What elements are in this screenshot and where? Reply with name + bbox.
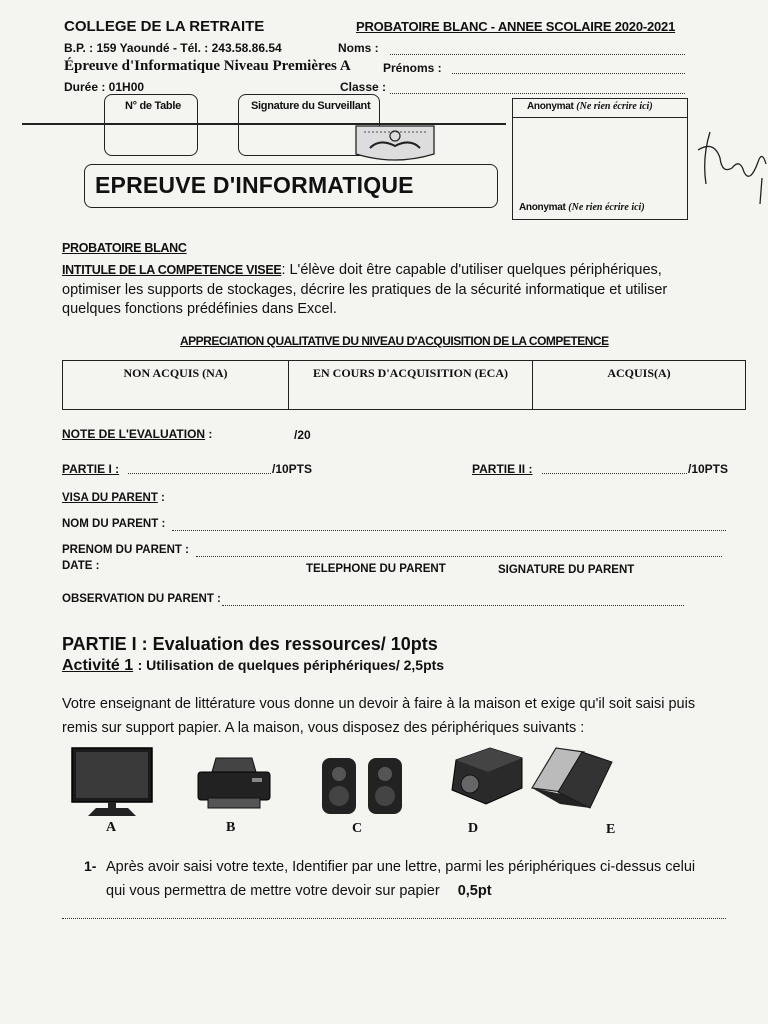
table-number-box[interactable] [104, 94, 198, 156]
prenoms-line[interactable] [452, 73, 685, 74]
prenom-parent-line[interactable] [196, 556, 722, 557]
anonymat-bottom-label: Anonymat (Ne rien écrire ici) [519, 202, 645, 213]
visa-parent: VISA DU PARENT : [62, 492, 165, 504]
epreuve-subtitle: Épreuve d'Informatique Niveau Premières A [64, 58, 351, 74]
anonymat-top-label: Anonymat (Ne rien écrire ici) [527, 101, 653, 112]
anonymat-divider [513, 117, 687, 118]
observation-parent-label: OBSERVATION DU PARENT : [62, 593, 221, 605]
college-name: COLLEGE DE LA RETRAITE [64, 18, 265, 35]
device-label-e: E [606, 822, 616, 837]
duree: Durée : 01H00 [64, 80, 145, 94]
note-value[interactable]: /20 [294, 428, 311, 442]
college-logo [350, 124, 440, 164]
college-contact: B.P. : 159 Yaoundé - Tél. : 243.58.86.54 [64, 41, 282, 55]
instructions-line1: Votre enseignant de littérature vous donne un devoir à faire à la maison et exige qu'il soit saisi puis [62, 696, 696, 712]
classe-line[interactable] [390, 93, 685, 94]
question1-line2: qui vous permettra de mettre votre devoir sur papier 0,5pt [106, 883, 492, 899]
prenom-parent-label: PRENOM DU PARENT : [62, 544, 189, 556]
note-evaluation: NOTE DE L'EVALUATION : [62, 427, 213, 441]
noms-line[interactable] [390, 54, 685, 55]
partie2-label: PARTIE II : [472, 462, 533, 476]
exam-session: PROBATOIRE BLANC - ANNEE SCOLAIRE 2020-2021 [356, 19, 676, 34]
table-number-label: N° de Table [125, 100, 181, 112]
device-label-a: A [106, 820, 117, 835]
appreciation-col-eca[interactable]: EN COURS D'ACQUISITION (ECA) [289, 361, 533, 410]
appreciation-col-a[interactable]: ACQUIS(A) [533, 361, 746, 410]
partie1-score-line[interactable] [128, 473, 271, 474]
nom-parent-label: NOM DU PARENT : [62, 518, 166, 530]
observation-parent-line[interactable] [222, 605, 684, 606]
question1-answer-line[interactable] [62, 918, 726, 919]
prenoms-label: Prénoms : [383, 61, 442, 75]
competence-line2: optimiser les supports de stockages, décrire les pratiques de la sécurité informatique et utiliser [62, 282, 668, 298]
nom-parent-line[interactable] [172, 530, 726, 531]
device-label-b: B [226, 820, 236, 835]
telephone-parent-label: TELEPHONE DU PARENT [306, 563, 446, 575]
appreciation-heading: APPRECIATION QUALITATIVE DU NIVEAU D'ACQUISITION DE LA COMPETENCE [180, 334, 609, 348]
question1-line1: Après avoir saisi votre texte, Identifier par une lettre, parmi les périphériques ci-dessus celui [106, 859, 696, 875]
competence-line3: quelques fonctions prédéfinies dans Excel. [62, 301, 337, 317]
anonymat-box [512, 98, 688, 220]
appreciation-col-na[interactable]: NON ACQUIS (NA) [63, 361, 289, 410]
partie2-score-line[interactable] [542, 473, 687, 474]
appreciation-table [62, 360, 746, 410]
printer-image [192, 754, 274, 814]
partie2-points: /10PTS [688, 462, 729, 476]
scanner-image [528, 744, 616, 814]
classe-label: Classe : [340, 80, 387, 94]
question1-number: 1- [84, 858, 97, 874]
activite1-heading: Activité 1 : Utilisation de quelques périphériques/ 2,5pts [62, 657, 445, 674]
monitor-image [68, 744, 156, 820]
projector-image [446, 744, 526, 810]
partie1-points: /10PTS [272, 462, 313, 476]
speakers-image [318, 756, 406, 818]
partie1-label: PARTIE I : [62, 462, 120, 476]
signature-parent-label: SIGNATURE DU PARENT [498, 564, 635, 576]
surveillant-label: Signature du Surveillant [251, 100, 371, 112]
page-title: EPREUVE D'INFORMATIQUE [95, 172, 414, 198]
handwritten-signature [692, 128, 768, 208]
competence-line1: INTITULE DE LA COMPETENCE VISEE: L'élève doit être capable d'utiliser quelques périphériques, [62, 262, 662, 278]
date-label: DATE : [62, 560, 100, 572]
partie1-title: PARTIE I : Evaluation des ressources/ 10pts [62, 634, 438, 654]
probatoire-heading: PROBATOIRE BLANC [62, 241, 187, 255]
device-label-c: C [352, 821, 363, 836]
device-label-d: D [468, 821, 479, 836]
instructions-line2: remis sur support papier. A la maison, vous disposez des périphériques suivants : [62, 720, 585, 736]
title-box [84, 164, 498, 208]
noms-label: Noms : [338, 41, 379, 55]
